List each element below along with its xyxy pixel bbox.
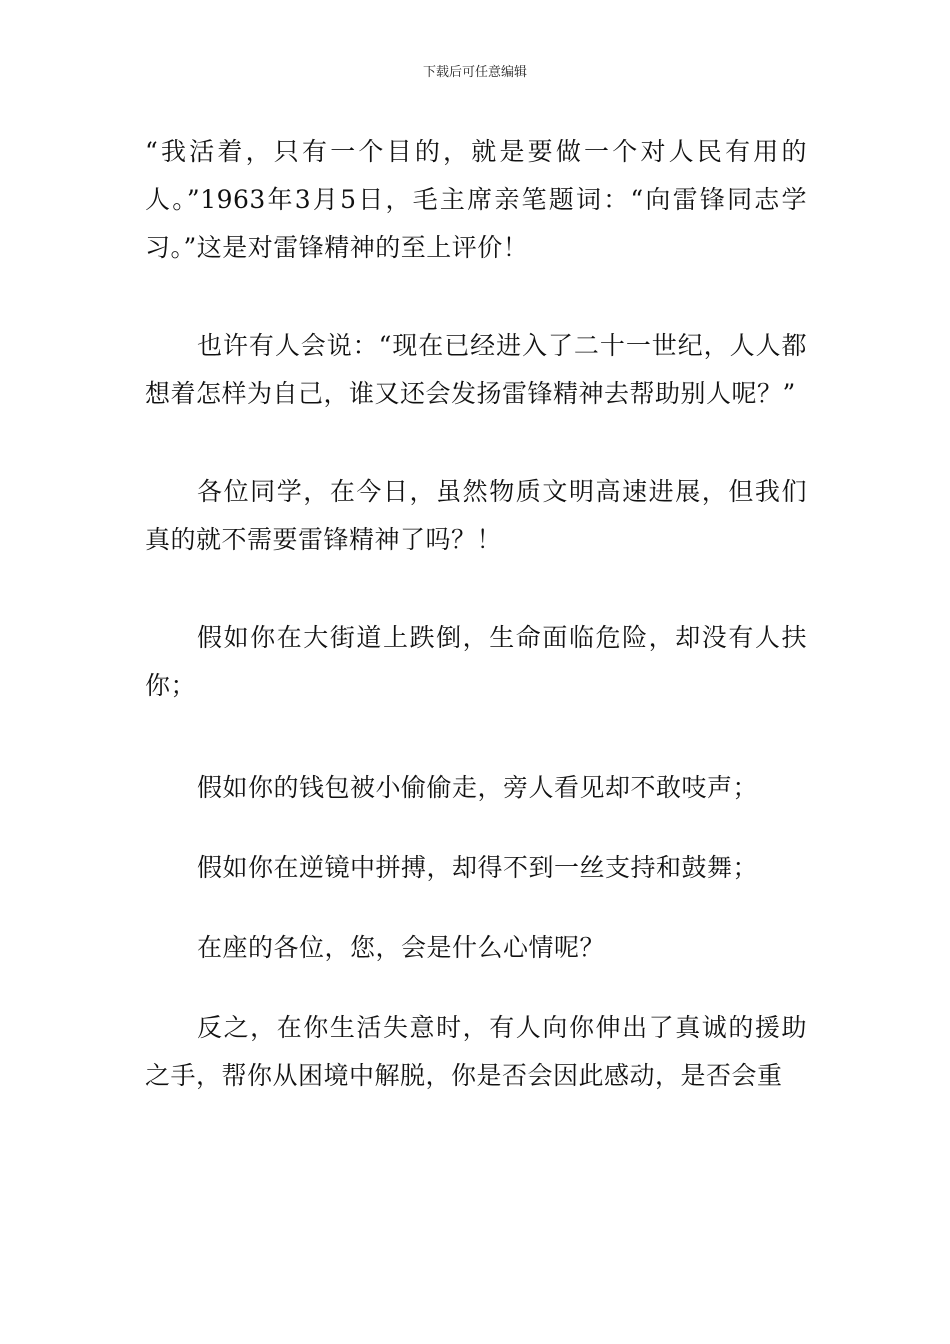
paragraph-8: 反之，在你生活失意时，有人向你伸出了真诚的援助之手，帮你从困境中解脱，你是否会因此感动，是否会重 <box>145 1013 807 1090</box>
paragraph-1: “我活着，只有一个目的，就是要做一个对人民有用的人。”1963年3月5日，毛主席亲笔题词：“向雷锋同志学习。”这是对雷锋精神的至上评价！ <box>145 137 807 262</box>
paragraph-7: 在座的各位，您，会是什么心情呢？ <box>197 933 606 962</box>
paragraph-2: 也许有人会说：“现在已经进入了二十一世纪，人人都想着怎样为自己，谁又还会发扬雷锋精神去帮助别人呢？” <box>145 331 807 408</box>
paragraph-4: 假如你在大街道上跌倒，生命面临危险，却没有人扶你； <box>145 623 807 700</box>
paragraph-5: 假如你的钱包被小偷偷走，旁人看见却不敢吱声； <box>197 773 759 802</box>
paragraph-3: 各位同学，在今日，虽然物质文明高速进展，但我们真的就不需要雷锋精神了吗？！ <box>145 477 807 554</box>
paragraph-6: 假如你在逆镜中拼搏，却得不到一丝支持和鼓舞； <box>197 853 759 882</box>
page-header: 下载后可任意编辑 <box>422 65 527 80</box>
document-body <box>145 128 807 1100</box>
